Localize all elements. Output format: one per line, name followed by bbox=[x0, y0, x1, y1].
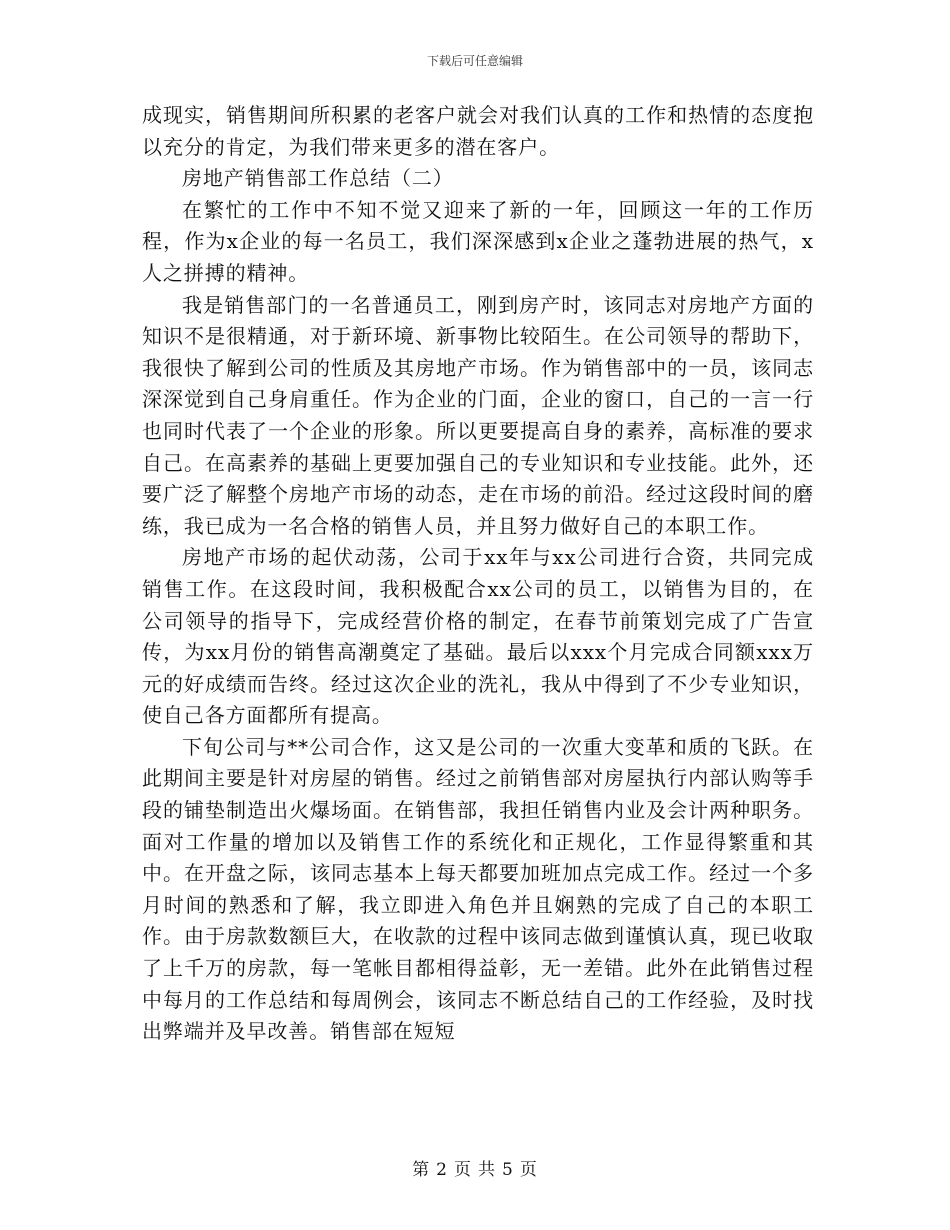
footer-total-pages: 5 bbox=[502, 1160, 514, 1180]
document-body bbox=[142, 100, 814, 1048]
page-footer bbox=[0, 1155, 950, 1180]
paragraph-continued: 成现实，销售期间所积累的老客户就会对我们认真的工作和热情的态度抱以充分的肯定，为我们带来更多的潜在客户。 bbox=[142, 103, 814, 159]
paragraph: 我是销售部门的一名普通员工，刚到房产时，该同志对房地产方面的知识不是很精通，对于新环境、新事物比较陌生。在公司领导的帮助下，我很快了解到公司的性质及其房地产市场。作为销售部中的一员，该同志深深觉到自己身肩重任。作为企业的门面，企业的窗口，自己的一言一行也同时代表了一个企业的形象。所以更要提高自身的素养，高标准的要求自己。在高素养的基础上更要加强自己的专业知识和专业技能。此外，还要广泛了解整个房地产市场的动态，走在市场的前沿。经过这段时间的磨练，我已成为一名合格的销售人员，并且努力做好自己的本职工作。 bbox=[142, 292, 814, 538]
footer-total-label: 共 bbox=[478, 1160, 496, 1180]
footer-prefix: 第 bbox=[412, 1160, 431, 1180]
paragraph: 在繁忙的工作中不知不觉又迎来了新的一年，回顾这一年的工作历程，作为x企业的每一名员工，我们深深感到x企业之蓬勃进展的热气，x人之拼搏的精神。 bbox=[142, 197, 814, 285]
section-title: 房地产销售部工作总结（二） bbox=[182, 166, 454, 191]
footer-suffix: 页 bbox=[519, 1160, 538, 1180]
footer-page-label: 页 bbox=[454, 1160, 472, 1180]
paragraph: 房地产市场的起伏动荡，公司于xx年与xx公司进行合资，共同完成销售工作。在这段时间，我积极配合xx公司的员工，以销售为目的，在公司领导的指导下，完成经营价格的制定，在春节前策划完成了广告宣传，为xx月份的销售高潮奠定了基础。最后以xxx个月完成合同额xxx万元的好成绩而告终。经过这次企业的洗礼，我从中得到了不少专业知识，使自己各方面都所有提高。 bbox=[142, 545, 814, 728]
page-header: 下载后可任意编辑 bbox=[426, 54, 523, 68]
footer-current-page: 2 bbox=[436, 1160, 448, 1180]
paragraph: 下旬公司与**公司合作，这又是公司的一次重大变革和质的飞跃。在此期间主要是针对房屋的销售。经过之前销售部对房屋执行内部认购等手段的铺垫制造出火爆场面。在销售部，我担任销售内业及会计两种职务。面对工作量的增加以及销售工作的系统化和正规化，工作显得繁重和其中。在开盘之际，该同志基本上每天都要加班加点完成工作。经过一个多月时间的熟悉和了解，我立即进入角色并且娴熟的完成了自己的本职工作。由于房款数额巨大，在收款的过程中该同志做到谨慎认真，现已收取了上千万的房款，每一笔帐目都相得益彰，无一差错。此外在此销售过程中每月的工作总结和每周例会，该同志不断总结自己的工作经验，及时找出弊端并及早改善。销售部在短短 bbox=[142, 734, 814, 1044]
